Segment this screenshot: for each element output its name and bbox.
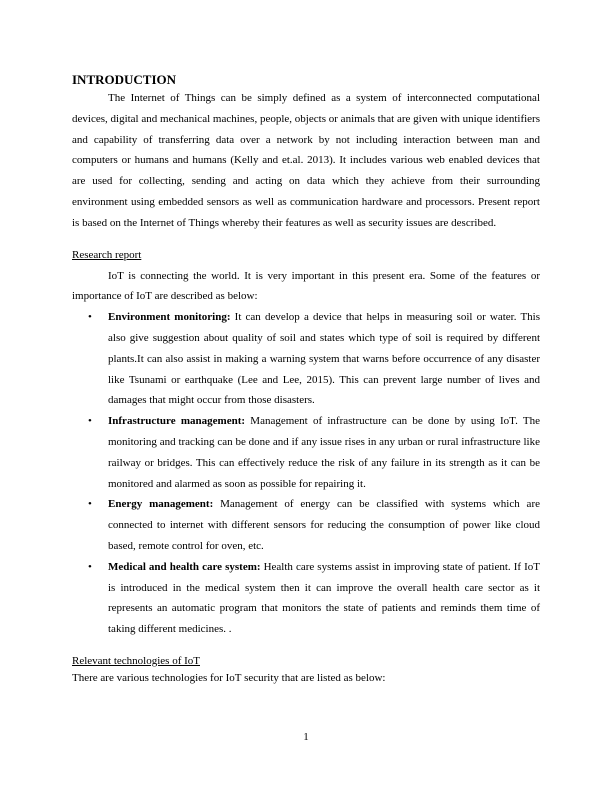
- feature-list: [72, 307, 540, 640]
- page-heading: INTRODUCTION: [72, 72, 177, 87]
- list-item-title: Medical and health care system:: [108, 560, 261, 573]
- research-report-intro: IoT is connecting the world. It is very important in this present era. Some of the features or importance of IoT are described as below:: [72, 269, 540, 303]
- list-item: [72, 411, 540, 494]
- bullet-icon: •: [88, 415, 92, 428]
- list-item: [72, 557, 540, 640]
- intro-paragraph: The Internet of Things can be simply defined as a system of interconnected computational devices, digital and mechanical machines, people, objects or animals that are given with unique identifiers and capability of transferring data over a network by not including interaction between man and computers or humans and humans (Kelly and et.al. 2013). It includes various web enabled devices that are used for collecting, sending and acting on data which they achieve from their surrounding environment using embedded sensors as well as communication hardware and processors. Present report is based on the Internet of Things whereby their features as well as security issues are described.: [72, 92, 540, 229]
- list-item-text: Health care systems assist in improving state of patient. If IoT is introduced in the medical system then it can improve the overall health care sector as it represents an automatic program that monitors the state of patients and reminds them time of taking different medicines. .: [108, 560, 540, 636]
- list-item-title: Energy management:: [108, 498, 214, 511]
- section-title-research-report: Research report: [72, 248, 142, 261]
- list-item-text: It can develop a device that helps in measuring soil or water. This also give suggestion about quality of soil and states which type of soil is required by different plants.It can also assist in making a warning system that warns before occurrence of any disaster like Tsunami or earthquake (Lee and Lee, 2015). This can prevent large number of lives and damages that might occur from those disasters.: [108, 311, 540, 407]
- list-item-title: Infrastructure management:: [108, 415, 246, 428]
- page-number: 1: [303, 731, 309, 743]
- bullet-icon: •: [88, 311, 92, 324]
- list-item-text: Management of energy can be classified with systems which are connected to internet with different sensors for reducing the consumption of power like cloud based, remote control for oven, etc.: [108, 498, 540, 552]
- list-item: [72, 307, 540, 411]
- list-item-text: Management of infrastructure can be done by using IoT. The monitoring and tracking can be done and if any issue rises in any urban or rural infrastructure like railway or bridges. This can effectively reduce the risk of any failure in its strength as it can be monitored and alarmed as soon as possible for repairing it.: [108, 415, 540, 490]
- spacer: [72, 234, 540, 248]
- relevant-technologies-intro: There are various technologies for IoT security that are listed as below:: [72, 671, 386, 684]
- bullet-icon: •: [88, 498, 92, 511]
- document-page: [72, 71, 540, 688]
- list-item-title: Environment monitoring:: [108, 311, 231, 324]
- bullet-icon: •: [88, 560, 92, 573]
- spacer: [72, 640, 540, 654]
- section-title-relevant-technologies: Relevant technologies of IoT: [72, 654, 200, 667]
- list-item: [72, 494, 540, 556]
